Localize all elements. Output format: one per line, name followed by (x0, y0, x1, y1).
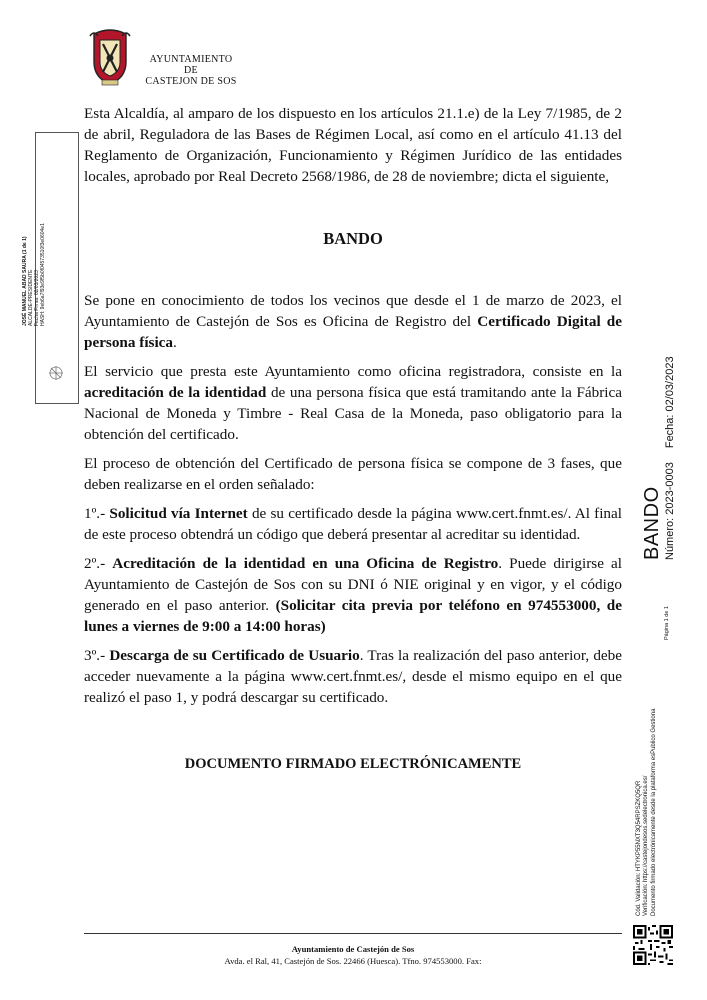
coat-of-arms-icon (88, 28, 132, 86)
signature-signer: JOSÉ MANUEL ABAD SAURA (1 de 1) (22, 236, 28, 326)
intro-paragraph: Esta Alcaldía, al amparo de los dispuesto en los artículos 21.1.e) de la Ley 7/1985, de 2 de abril, Reguladora de las Bases de Régimen Local, así como en el artículo 41.13 del Reglamento de Organización, Funcionamiento y Régimen Jurídico de las entidades locales, aprobado por Real Decreto 2568/1986, de 28 de noviembre; dicta el siguiente, (84, 105, 622, 185)
verification-code: Cód. Validación: HTYKP55NXT3Q54RPSZKQ5QR (636, 780, 642, 916)
footer (84, 943, 622, 967)
signature-hash: HASH: 9eb6a7f93e9f5b0f04573510f3e0604e1 (40, 223, 46, 326)
paragraph-process: El proceso de obtención del Certificado de persona física se compone de 3 fases, que deben realizarse en el orden señalado: (84, 455, 622, 493)
side-page-number: Página 1 de 1 (664, 606, 670, 640)
step-1: 1º.- Solicitud vía Internet de su certificado desde la página www.cert.fnmt.es/. Al final de este proceso obtendrá un código que deberá presentar al acreditar su identidad. (84, 505, 622, 543)
step-2: 2º.- Acreditación de la identidad en una Oficina de Registro. Puede dirigirse al Ayuntamiento de Castejón de Sos con su DNI ó NIE original y en vigor, y el código generado en el paso anterior. (Solicitar cita previa por teléfono en 974553000, de lunes a viernes de 9:00 a 14:00 horas) (84, 555, 622, 635)
side-number: Número: 2023-0003 (664, 462, 676, 560)
org-line-3: CASTEJON DE SOS (145, 76, 237, 87)
verification-platform: Documento firmado electrónicamente desde la plataforma esPublico Gestiona (650, 708, 657, 916)
footer-divider (84, 933, 622, 934)
signature-stamp-icon (45, 362, 67, 384)
document-title: BANDO (323, 229, 383, 248)
step-3: 3º.- Descarga de su Certificado de Usuario. Tras la realización del paso anterior, debe acceder nuevamente a la página www.cert.fnmt.es/, desde el mismo equipo en el que realizó el paso 1, y podrá descargar su certificado. (84, 647, 622, 706)
side-bando-label: BANDO (641, 486, 663, 560)
letterhead (88, 28, 288, 90)
paragraph-service: El servicio que presta este Ayuntamiento como oficina registradora, consiste en la acreditación de la identidad de una persona física que está tramitando ante la Fábrica Nacional de Moneda y Timbre - Real Casa de la Moneda, paso obligatorio para la obtención del certificado. (84, 363, 622, 443)
signature-role: ALCALDE-PRESIDENTE (28, 269, 34, 326)
footer-address: Avda. el Ral, 41, Castejón de Sos. 22466 (Huesca). Tfno. 974553000. Fax: (224, 956, 482, 966)
verification-url[interactable]: Verificación: https://castejondesos.sedelectronica.es/ (643, 775, 650, 916)
org-line-1: AYUNTAMIENTO (149, 54, 233, 65)
qr-code-icon (633, 925, 673, 965)
footer-org: Ayuntamiento de Castejón de Sos (291, 944, 415, 954)
document-body (84, 103, 622, 716)
organization-name (144, 54, 238, 87)
signed-electronically-label: DOCUMENTO FIRMADO ELECTRÓNICAMENTE (184, 756, 522, 772)
signature-date: Fecha Firma: 02/03/2023 (34, 270, 40, 326)
side-date: Fecha: 02/03/2023 (664, 356, 676, 449)
paragraph-announcement: Se pone en conocimiento de todos los vecinos que desde el 1 de marzo de 2023, el Ayuntamiento de Castejón de Sos es Oficina de Registro del Certificado Digital de persona física. (84, 292, 622, 351)
org-line-2: DE (184, 65, 198, 76)
